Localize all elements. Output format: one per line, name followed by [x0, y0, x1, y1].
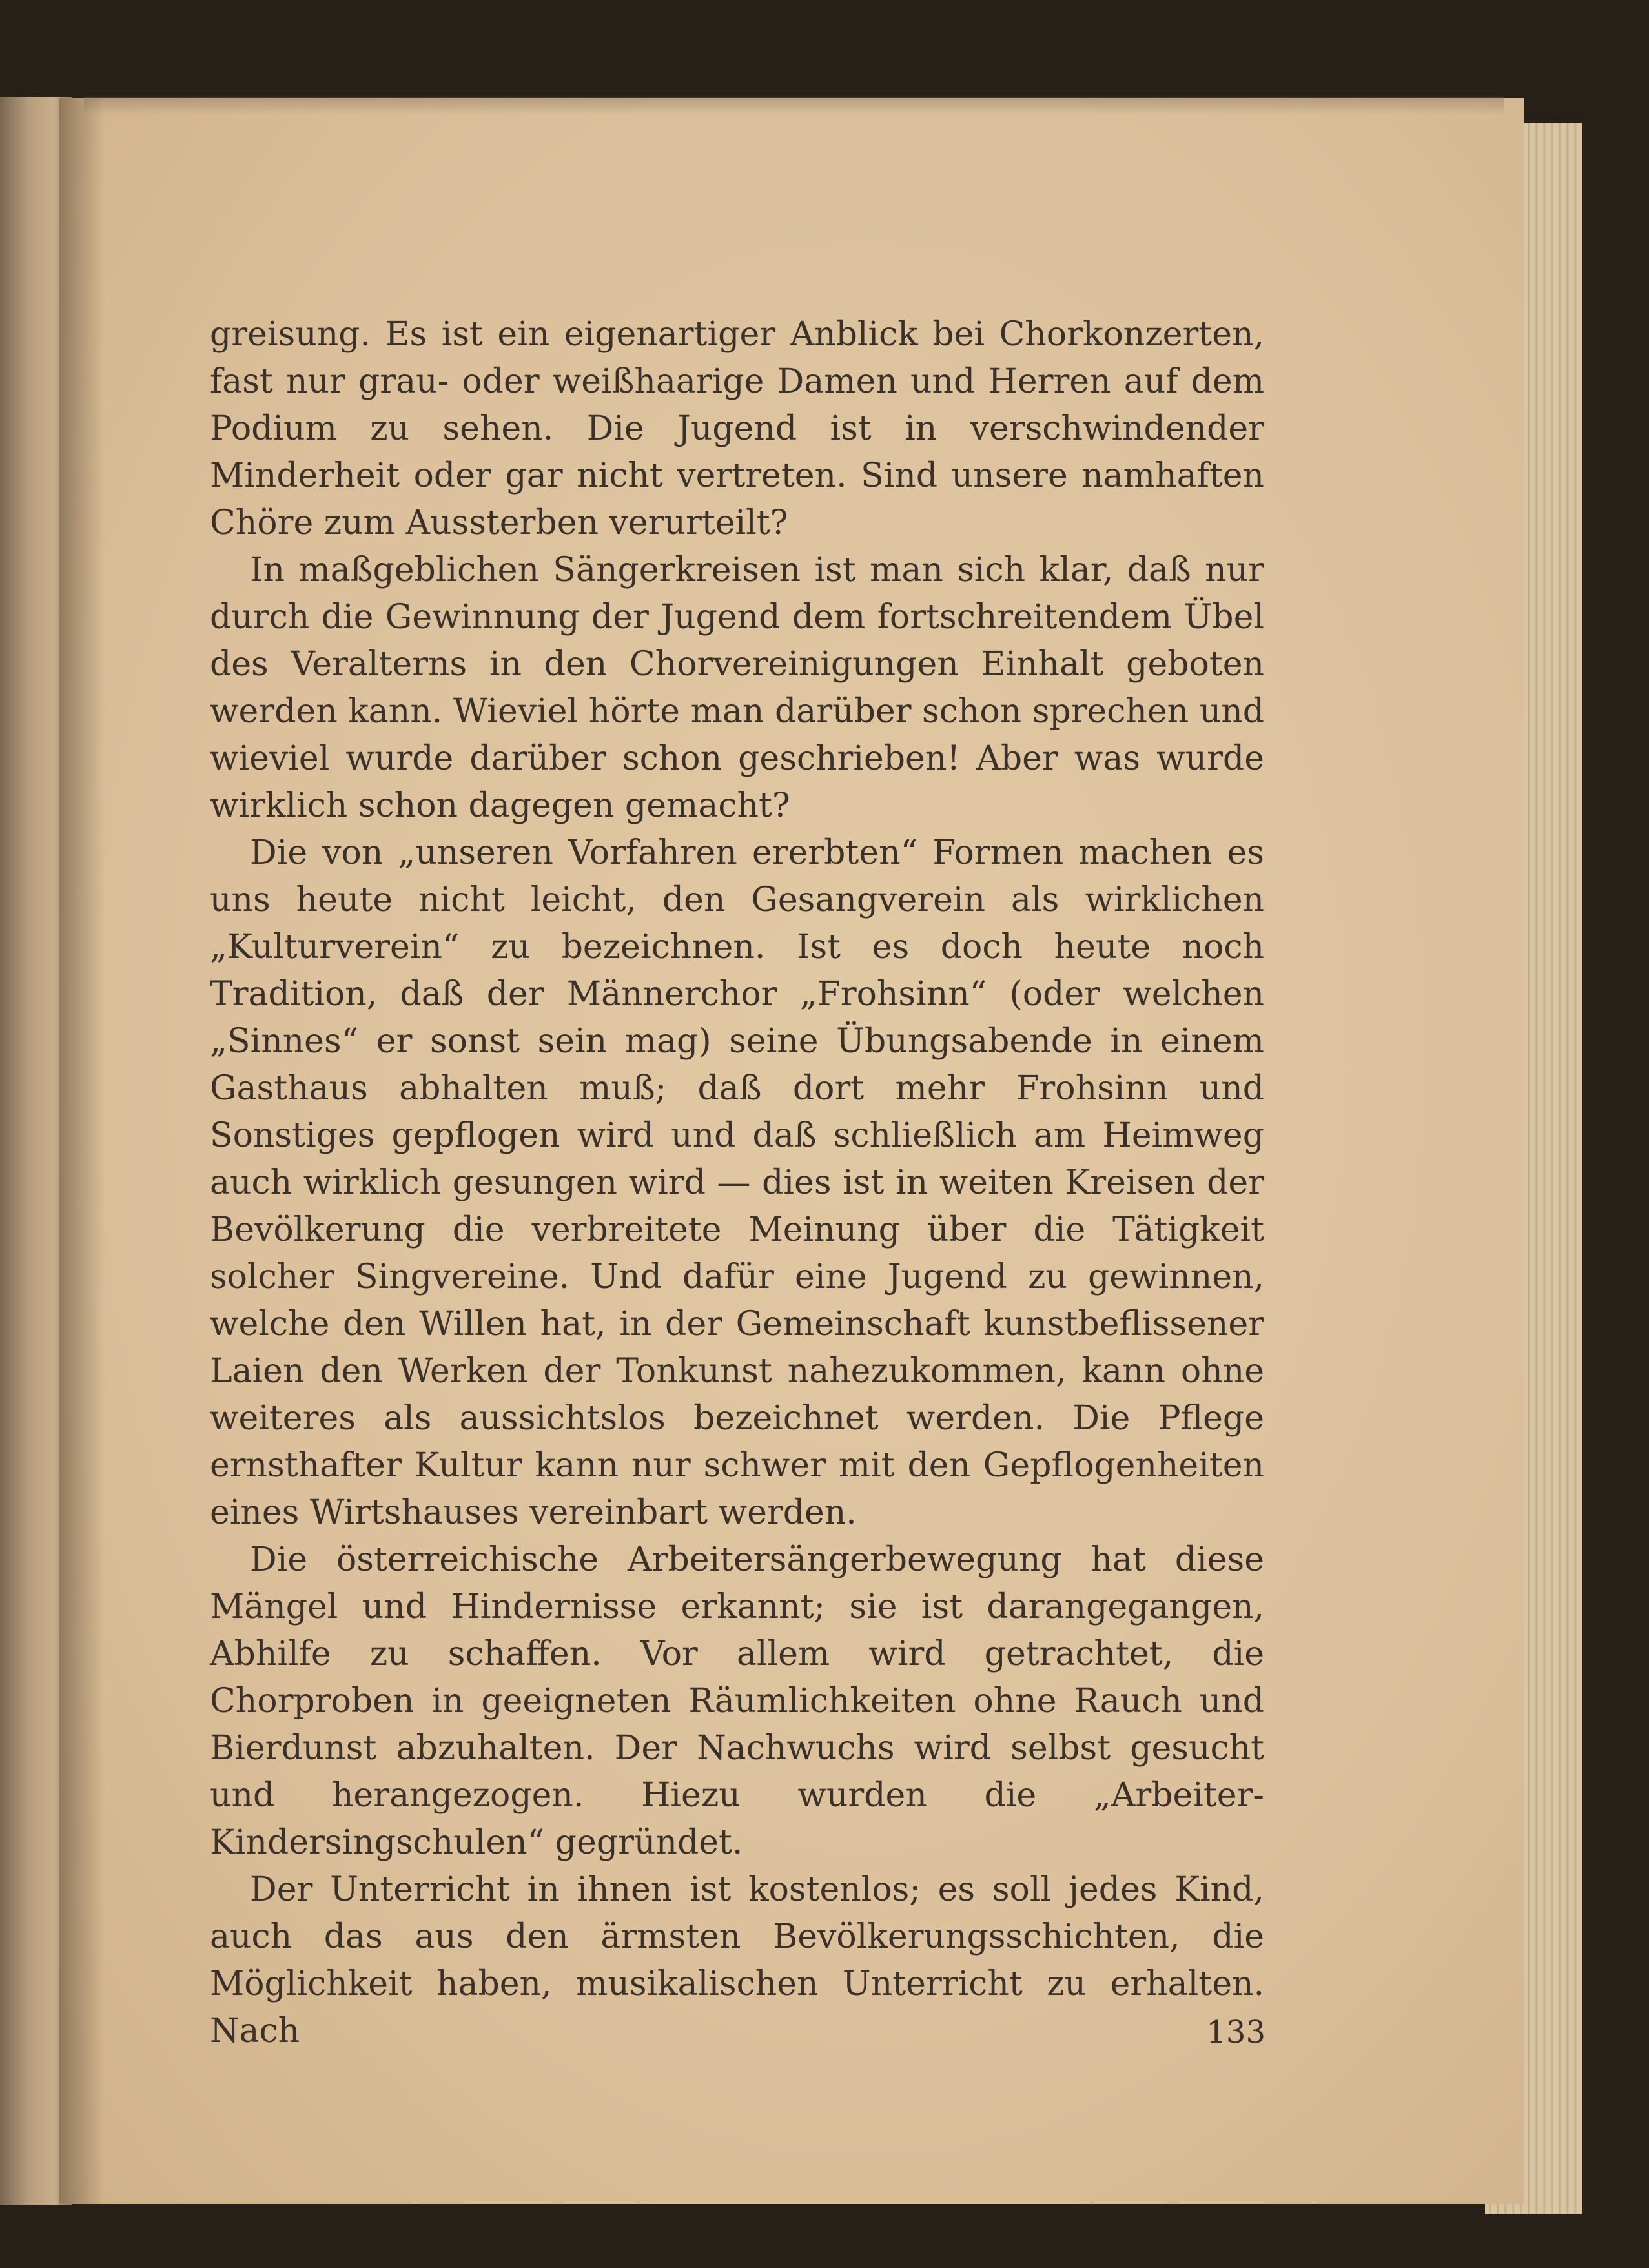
body-text: [210, 311, 1264, 2055]
paragraph: Die österreichische Arbeitersängerbewegung hat diese Mängel und Hindernisse erkannt; sie ist darangegangen, Abhilfe zu schaffen. Vor allem wird getrachtet, die Chorproben in geeigneten Räumlichkeiten ohne Rauch und Bierdunst abzuhalten. Der Nachwuchs wird selbst gesucht und herangezogen. Hiezu wurden die „Arbeiter-Kindersingschulen“ gegründet.: [210, 1540, 1264, 1862]
paragraph: Die von „unseren Vorfahren ererbten“ Formen machen es uns heute nicht leicht, den Gesangverein als wirklichen „Kulturverein“ zu bezeichnen. Ist es doch heute noch Tradition, daß der Männerchor „Frohsinn“ (oder welchen „Sinnes“ er sonst sein mag) seine Übungsabende in einem Gasthaus abhalten muß; daß dort mehr Frohsinn und Sonstiges gepflogen wird und daß schließlich am Heimweg auch wirklich gesungen wird — dies ist in weiten Kreisen der Bevölkerung die verbreitete Meinung über die Tätigkeit solcher Singvereine. Und dafür eine Jugend zu gewinnen, welche den Willen hat, in der Gemeinschaft kunstbeflissener Laien den Werken der Tonkunst nahezukommen, kann ohne weiteres als aussichtslos bezeichnet werden. Die Pflege ernsthafter Kultur kann nur schwer mit den Gepflogenheiten eines Wirtshauses vereinbart werden.: [210, 833, 1264, 1532]
gutter-shadow: [59, 98, 105, 2204]
page-number: 133: [1206, 2014, 1265, 2050]
page-top-edge: [84, 97, 1504, 115]
paragraph: In maßgeblichen Sängerkreisen ist man sich klar, daß nur durch die Gewinnung der Jugend dem fortschreitendem Übel des Veralterns in den Chorvereinigungen Einhalt geboten werden kann. Wieviel hörte man darüber schon sprechen und wieviel wurde darüber schon geschrieben! Aber was wurde wirklich schon dagegen gemacht?: [210, 551, 1264, 825]
paragraph: Der Unterricht in ihnen ist kostenlos; es soll jedes Kind, auch das aus den ärmsten Bevölkerungsschichten, die Möglichkeit haben, musikalischen Unterricht zu erhalten. Nach: [210, 1870, 1264, 2050]
paragraph-continuation: greisung. Es ist ein eigenartiger Anblick bei Chorkonzerten, fast nur grau- oder weißhaarige Damen und Herren auf dem Podium zu sehen. Die Jugend ist in verschwindender Minderheit oder gar nicht vertreten. Sind unsere namhaften Chöre zum Aussterben verurteilt?: [210, 315, 1264, 542]
